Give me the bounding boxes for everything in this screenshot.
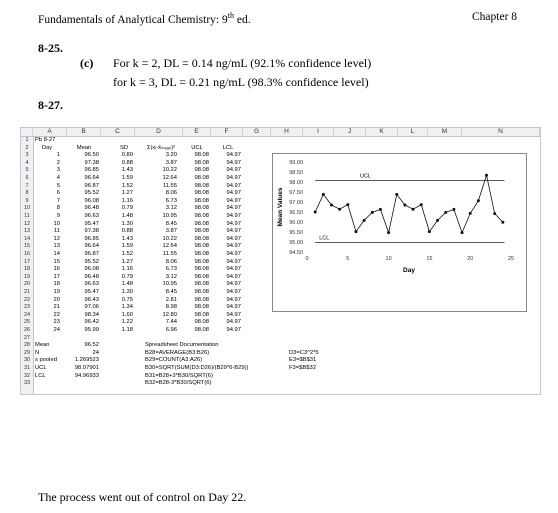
table-cell: 98.08 bbox=[194, 266, 209, 273]
answer-line-2: for k = 3, DL = 0.21 ng/mL (98.3% confidence level) bbox=[113, 75, 369, 89]
table-cell: 12 bbox=[53, 235, 60, 242]
table-cell: 98.08 bbox=[194, 228, 209, 235]
row-header: 21 bbox=[23, 289, 31, 295]
table-cell: 96.08 bbox=[84, 197, 99, 204]
column-header-k: K bbox=[366, 128, 398, 136]
table-cell: 98.08 bbox=[194, 205, 209, 212]
table-cell: 17 bbox=[53, 273, 60, 280]
table-cell: 0.79 bbox=[121, 205, 133, 212]
table-cell: 6.73 bbox=[165, 197, 177, 204]
row-header: 12 bbox=[23, 220, 31, 227]
row-header: 19 bbox=[23, 273, 31, 280]
table-cell: 0.75 bbox=[121, 296, 133, 303]
column-header-d: D bbox=[135, 128, 183, 136]
row-header: 23 bbox=[23, 304, 31, 311]
table-cell: 22 bbox=[53, 311, 60, 318]
row-header: 25 bbox=[23, 319, 31, 326]
data-point bbox=[330, 204, 333, 207]
table-cell: 98.08 bbox=[194, 273, 209, 280]
table-cell: 96.48 bbox=[84, 205, 99, 212]
summary-label: LCL bbox=[35, 372, 46, 379]
table-cell: 4 bbox=[56, 175, 60, 181]
row-header: 10 bbox=[23, 205, 31, 212]
table-cell: 8.98 bbox=[165, 304, 177, 311]
y-tick-label: 97.50 bbox=[289, 190, 303, 196]
y-tick-label: 97.00 bbox=[289, 200, 303, 206]
table-cell: 10.95 bbox=[162, 281, 177, 288]
table-cell: 95.52 bbox=[84, 258, 99, 265]
data-point bbox=[403, 204, 406, 207]
table-cell: 8.06 bbox=[165, 258, 177, 265]
row-header: 13 bbox=[23, 228, 31, 235]
table-cell: 94.97 bbox=[226, 228, 241, 235]
problem-part: (c) bbox=[80, 56, 94, 70]
table-cell: 98.08 bbox=[194, 220, 209, 227]
table-cell: 10.95 bbox=[162, 213, 177, 219]
data-point bbox=[395, 193, 398, 196]
column-header-m: M bbox=[428, 128, 462, 136]
table-cell: 94.97 bbox=[226, 251, 241, 257]
sheet-title: Pb 8-27 bbox=[35, 137, 56, 143]
table-cell: 10.22 bbox=[162, 235, 177, 242]
doc-line: B28=AVERAGE(B3:B26) bbox=[145, 349, 210, 356]
table-cell: 15 bbox=[53, 258, 60, 265]
table-cell: 0.88 bbox=[121, 159, 133, 166]
row-header: 8 bbox=[25, 190, 29, 197]
table-cell: 98.08 bbox=[194, 243, 209, 250]
table-cell: 94.97 bbox=[226, 182, 241, 189]
table-cell: 97.06 bbox=[84, 304, 99, 311]
table-cell: 11.55 bbox=[162, 251, 177, 257]
table-cell: 98.08 bbox=[194, 258, 209, 265]
column-header-e: E bbox=[183, 128, 211, 136]
table-cell: 96.48 bbox=[84, 273, 99, 280]
table-cell: 1.16 bbox=[121, 266, 133, 273]
data-point bbox=[379, 208, 382, 211]
summary-value: 96.52 bbox=[84, 342, 99, 349]
data-point bbox=[428, 230, 431, 233]
table-cell: 6.96 bbox=[165, 327, 177, 333]
column-header-n: N bbox=[462, 128, 540, 136]
table-cell: 95.52 bbox=[84, 190, 99, 197]
table-cell: 96.63 bbox=[84, 281, 99, 288]
column-heading: SD bbox=[119, 144, 129, 151]
row-header: 11 bbox=[24, 213, 30, 219]
table-cell: 12.64 bbox=[162, 175, 177, 181]
row-header: 26 bbox=[23, 327, 31, 333]
table-cell: 3.20 bbox=[165, 152, 177, 159]
table-cell: 94.97 bbox=[226, 235, 241, 242]
table-cell: 96.64 bbox=[84, 175, 99, 181]
table-cell: 98.08 bbox=[194, 167, 209, 174]
column-header-i: I bbox=[303, 128, 334, 136]
x-tick-label: 5 bbox=[346, 256, 350, 262]
x-tick-label: 15 bbox=[426, 256, 433, 262]
table-cell: 6 bbox=[56, 190, 60, 197]
table-cell: 96.50 bbox=[84, 152, 99, 159]
table-cell: 24 bbox=[53, 327, 60, 333]
doc-line: B32=B28-3*B30/SQRT(6) bbox=[145, 380, 212, 387]
row-header: 5 bbox=[25, 167, 29, 174]
column-header-f: F bbox=[211, 128, 243, 136]
column-header-g: G bbox=[243, 128, 271, 136]
table-cell: 94.97 bbox=[226, 243, 241, 250]
row-header: 22 bbox=[23, 296, 31, 303]
y-tick-label: 98.50 bbox=[289, 170, 303, 176]
table-cell: 3.87 bbox=[165, 159, 177, 166]
problem-number: 8-27. bbox=[38, 98, 63, 112]
row-header: 29 bbox=[23, 349, 31, 356]
table-cell: 7.44 bbox=[165, 319, 177, 326]
table-cell: 1.43 bbox=[121, 167, 133, 174]
data-point bbox=[338, 208, 341, 211]
y-tick-label: 95.50 bbox=[289, 230, 303, 236]
table-cell: 18 bbox=[53, 281, 60, 288]
table-cell: 94.97 bbox=[226, 281, 241, 288]
x-tick-label: 25 bbox=[507, 256, 515, 262]
table-cell: 23 bbox=[53, 319, 60, 326]
y-tick-label: 96.50 bbox=[289, 210, 303, 216]
summary-label: N bbox=[35, 349, 40, 356]
table-cell: 94.97 bbox=[226, 152, 241, 159]
row-header: 15 bbox=[23, 243, 31, 250]
data-point bbox=[354, 230, 357, 233]
data-point bbox=[444, 211, 447, 214]
ucl-label: UCL bbox=[360, 173, 372, 180]
y-tick-label: 99.00 bbox=[289, 160, 303, 166]
data-point bbox=[420, 203, 423, 206]
column-heading: LCL bbox=[222, 144, 234, 151]
column-heading: Σ(xᵢ-x̄ₘₑₐₙ)² bbox=[146, 144, 176, 151]
doc-line: F3=$B$32 bbox=[289, 365, 316, 371]
table-cell: 1.27 bbox=[121, 258, 133, 265]
table-cell: 1.18 bbox=[121, 327, 133, 333]
doc-line: B30=SQRT(SUM(D3:D26)/(B29*6-B29)) bbox=[145, 365, 249, 371]
y-tick-label: 96.00 bbox=[289, 220, 303, 226]
row-header: 28 bbox=[23, 342, 31, 349]
row-header-bar bbox=[21, 137, 34, 394]
table-cell: 96.87 bbox=[84, 251, 99, 257]
control-chart-svg bbox=[273, 154, 526, 311]
table-cell: 3 bbox=[56, 167, 60, 174]
table-cell: 96.87 bbox=[84, 182, 99, 189]
problem-number: 8-25. bbox=[38, 41, 63, 55]
table-cell: 21 bbox=[53, 304, 60, 311]
table-cell: 20 bbox=[53, 296, 60, 303]
data-point bbox=[477, 199, 480, 202]
data-point bbox=[371, 211, 374, 214]
table-cell: 16 bbox=[53, 266, 60, 273]
table-cell: 94.97 bbox=[226, 167, 241, 174]
x-axis-title: Day bbox=[403, 267, 415, 274]
row-header: 7 bbox=[25, 182, 29, 189]
row-header: 9 bbox=[25, 197, 29, 204]
table-cell: 98.08 bbox=[194, 296, 209, 303]
doc-line: B31=B28+3*B30/SQRT(6) bbox=[145, 372, 213, 379]
summary-value: 1.269523 bbox=[74, 357, 99, 364]
column-header-bar bbox=[21, 128, 540, 137]
row-header: 2 bbox=[25, 144, 29, 151]
row-header: 16 bbox=[23, 251, 31, 257]
table-cell: 98.08 bbox=[194, 152, 209, 159]
table-cell: 94.97 bbox=[226, 304, 241, 311]
table-cell: 94.97 bbox=[226, 273, 241, 280]
table-cell: 1.30 bbox=[121, 289, 133, 295]
corner-cell bbox=[21, 128, 33, 136]
table-cell: 94.97 bbox=[226, 205, 241, 212]
control-chart bbox=[272, 153, 527, 312]
data-point bbox=[485, 174, 488, 177]
data-point bbox=[387, 231, 390, 234]
table-cell: 12.64 bbox=[162, 243, 177, 250]
row-header: 31 bbox=[23, 365, 31, 371]
table-cell: 95.99 bbox=[84, 327, 99, 333]
doc-line: D3=C3^2*5 bbox=[289, 349, 319, 356]
table-cell: 98.08 bbox=[194, 213, 209, 219]
table-cell: 98.08 bbox=[194, 304, 209, 311]
summary-label: Mean bbox=[35, 342, 50, 349]
table-cell: 2 bbox=[56, 159, 60, 166]
table-cell: 94.97 bbox=[226, 258, 241, 265]
summary-label: s pooled bbox=[35, 357, 57, 364]
lcl-label: LCL bbox=[319, 235, 330, 242]
data-point bbox=[461, 231, 464, 234]
row-header: 4 bbox=[25, 159, 29, 166]
table-cell: 7 bbox=[56, 197, 60, 204]
table-cell: 94.97 bbox=[226, 289, 241, 295]
answer-line-1: For k = 2, DL = 0.14 ng/mL (92.1% confidence level) bbox=[113, 56, 372, 70]
table-cell: 1.59 bbox=[121, 243, 133, 250]
table-cell: 96.63 bbox=[84, 213, 99, 219]
table-cell: 10 bbox=[53, 220, 60, 227]
column-heading: Day bbox=[41, 144, 53, 151]
y-tick-label: 98.00 bbox=[289, 180, 303, 186]
table-cell: 98.08 bbox=[194, 175, 209, 181]
table-cell: 0.88 bbox=[121, 228, 133, 235]
row-header: 3 bbox=[25, 152, 29, 159]
data-point bbox=[493, 212, 496, 215]
column-header-h: H bbox=[271, 128, 303, 136]
data-point bbox=[412, 208, 415, 211]
data-point bbox=[363, 219, 366, 222]
table-cell: 13 bbox=[53, 243, 60, 250]
table-cell: 98.08 bbox=[194, 311, 209, 318]
book-title: Fundamentals of Analytical Chemistry: 9th ed. bbox=[38, 11, 251, 26]
summary-value: 94.96933 bbox=[74, 372, 99, 379]
table-cell: 96.08 bbox=[84, 266, 99, 273]
table-cell: 94.97 bbox=[226, 296, 241, 303]
data-point bbox=[346, 203, 349, 206]
table-cell: 94.97 bbox=[226, 159, 241, 166]
table-cell: 1.48 bbox=[121, 213, 133, 219]
table-cell: 1.43 bbox=[121, 235, 133, 242]
table-cell: 3.12 bbox=[165, 205, 177, 212]
row-header: 6 bbox=[25, 175, 29, 181]
data-point bbox=[452, 208, 455, 211]
data-point bbox=[314, 211, 317, 214]
table-cell: 1.34 bbox=[121, 304, 133, 311]
table-cell: 8.06 bbox=[165, 190, 177, 197]
row-header: 27 bbox=[23, 334, 31, 341]
table-cell: 14 bbox=[53, 251, 60, 257]
table-cell: 5 bbox=[56, 182, 60, 189]
summary-label: UCL bbox=[35, 365, 47, 371]
y-tick-label: 94.50 bbox=[289, 250, 303, 256]
x-tick-label: 10 bbox=[385, 256, 392, 262]
row-header: 17 bbox=[23, 258, 31, 265]
table-cell: 8 bbox=[56, 205, 60, 212]
doc-line: B29=COUNT(A3:A26) bbox=[145, 357, 203, 364]
row-header: 14 bbox=[23, 235, 31, 242]
spreadsheet bbox=[20, 127, 541, 395]
table-cell: 11.55 bbox=[162, 182, 177, 189]
conclusion-text: The process went out of control on Day 22. bbox=[38, 490, 247, 504]
chapter-label: Chapter 8 bbox=[472, 11, 518, 23]
table-cell: 96.64 bbox=[84, 243, 99, 250]
table-cell: 98.34 bbox=[84, 311, 99, 318]
y-tick-label: 95.00 bbox=[289, 240, 303, 246]
table-cell: 0.80 bbox=[121, 152, 133, 159]
table-cell: 98.08 bbox=[194, 182, 209, 189]
table-cell: 98.08 bbox=[194, 289, 209, 295]
table-cell: 96.42 bbox=[84, 319, 99, 326]
series-line bbox=[315, 175, 503, 232]
doc-line: E3=$B$31 bbox=[289, 357, 317, 364]
table-cell: 95.47 bbox=[84, 220, 99, 227]
table-cell: 98.08 bbox=[194, 190, 209, 197]
data-point bbox=[436, 219, 439, 222]
table-cell: 1.52 bbox=[121, 182, 133, 189]
table-cell: 96.43 bbox=[84, 296, 99, 303]
table-cell: 94.97 bbox=[226, 266, 241, 273]
table-cell: 98.08 bbox=[194, 197, 209, 204]
table-cell: 1.16 bbox=[121, 197, 133, 204]
summary-value: 98.07901 bbox=[74, 365, 99, 371]
row-header: 18 bbox=[23, 266, 31, 273]
table-cell: 98.08 bbox=[194, 327, 209, 333]
column-header-c: C bbox=[101, 128, 135, 136]
x-tick-label: 0 bbox=[305, 256, 309, 262]
summary-value: 24 bbox=[92, 349, 99, 356]
row-header: 1 bbox=[25, 137, 29, 143]
x-tick-label: 20 bbox=[467, 256, 474, 262]
table-cell: 98.08 bbox=[194, 281, 209, 288]
table-cell: 97.38 bbox=[84, 159, 99, 166]
table-cell: 94.97 bbox=[226, 327, 241, 333]
table-cell: 96.85 bbox=[84, 167, 99, 174]
column-header-a: A bbox=[33, 128, 67, 136]
table-cell: 94.97 bbox=[226, 311, 241, 318]
table-cell: 95.47 bbox=[84, 289, 99, 295]
data-point bbox=[322, 193, 325, 196]
table-cell: 94.97 bbox=[226, 197, 241, 204]
table-cell: 98.08 bbox=[194, 251, 209, 257]
table-cell: 1.52 bbox=[121, 251, 133, 257]
table-cell: 3.12 bbox=[165, 273, 177, 280]
table-cell: 96.85 bbox=[84, 235, 99, 242]
table-cell: 1.59 bbox=[121, 175, 133, 181]
data-point bbox=[469, 212, 472, 215]
table-cell: 98.08 bbox=[194, 235, 209, 242]
row-header: 32 bbox=[23, 372, 31, 379]
table-cell: 1.22 bbox=[121, 319, 133, 326]
table-cell: 1.48 bbox=[121, 281, 133, 288]
y-axis-title: Mean Values bbox=[277, 187, 284, 227]
column-header-b: B bbox=[67, 128, 101, 136]
column-heading: UCL bbox=[191, 144, 203, 151]
table-cell: 2.81 bbox=[165, 296, 177, 303]
table-cell: 94.97 bbox=[226, 213, 241, 219]
table-cell: 11 bbox=[53, 228, 60, 235]
table-cell: 94.97 bbox=[226, 220, 241, 227]
row-header: 24 bbox=[23, 311, 31, 318]
table-cell: 0.79 bbox=[121, 273, 133, 280]
doc-title: Spreadsheet Documentation bbox=[145, 342, 219, 349]
table-cell: 97.38 bbox=[84, 228, 99, 235]
table-cell: 3.87 bbox=[165, 228, 177, 235]
table-cell: 10.22 bbox=[162, 167, 177, 174]
column-header-j: J bbox=[334, 128, 366, 136]
table-cell: 6.73 bbox=[165, 266, 177, 273]
table-cell: 94.97 bbox=[226, 190, 241, 197]
table-cell: 1.27 bbox=[121, 190, 133, 197]
data-point bbox=[501, 221, 504, 224]
column-heading: Mean bbox=[76, 144, 92, 151]
table-cell: 1 bbox=[56, 152, 60, 159]
table-cell: 98.08 bbox=[194, 159, 209, 166]
table-cell: 9 bbox=[56, 213, 60, 219]
table-cell: 8.45 bbox=[165, 220, 177, 227]
row-header: 33 bbox=[23, 380, 31, 387]
table-cell: 19 bbox=[53, 289, 60, 295]
table-cell: 8.45 bbox=[165, 289, 177, 295]
table-cell: 94.97 bbox=[226, 319, 241, 326]
row-header: 30 bbox=[23, 357, 31, 364]
table-cell: 98.08 bbox=[194, 319, 209, 326]
row-header: 20 bbox=[23, 281, 31, 288]
column-header-l: L bbox=[398, 128, 428, 136]
table-cell: 1.60 bbox=[121, 311, 133, 318]
table-cell: 12.80 bbox=[162, 311, 177, 318]
table-cell: 94.97 bbox=[226, 175, 241, 181]
table-cell: 1.30 bbox=[121, 220, 133, 227]
